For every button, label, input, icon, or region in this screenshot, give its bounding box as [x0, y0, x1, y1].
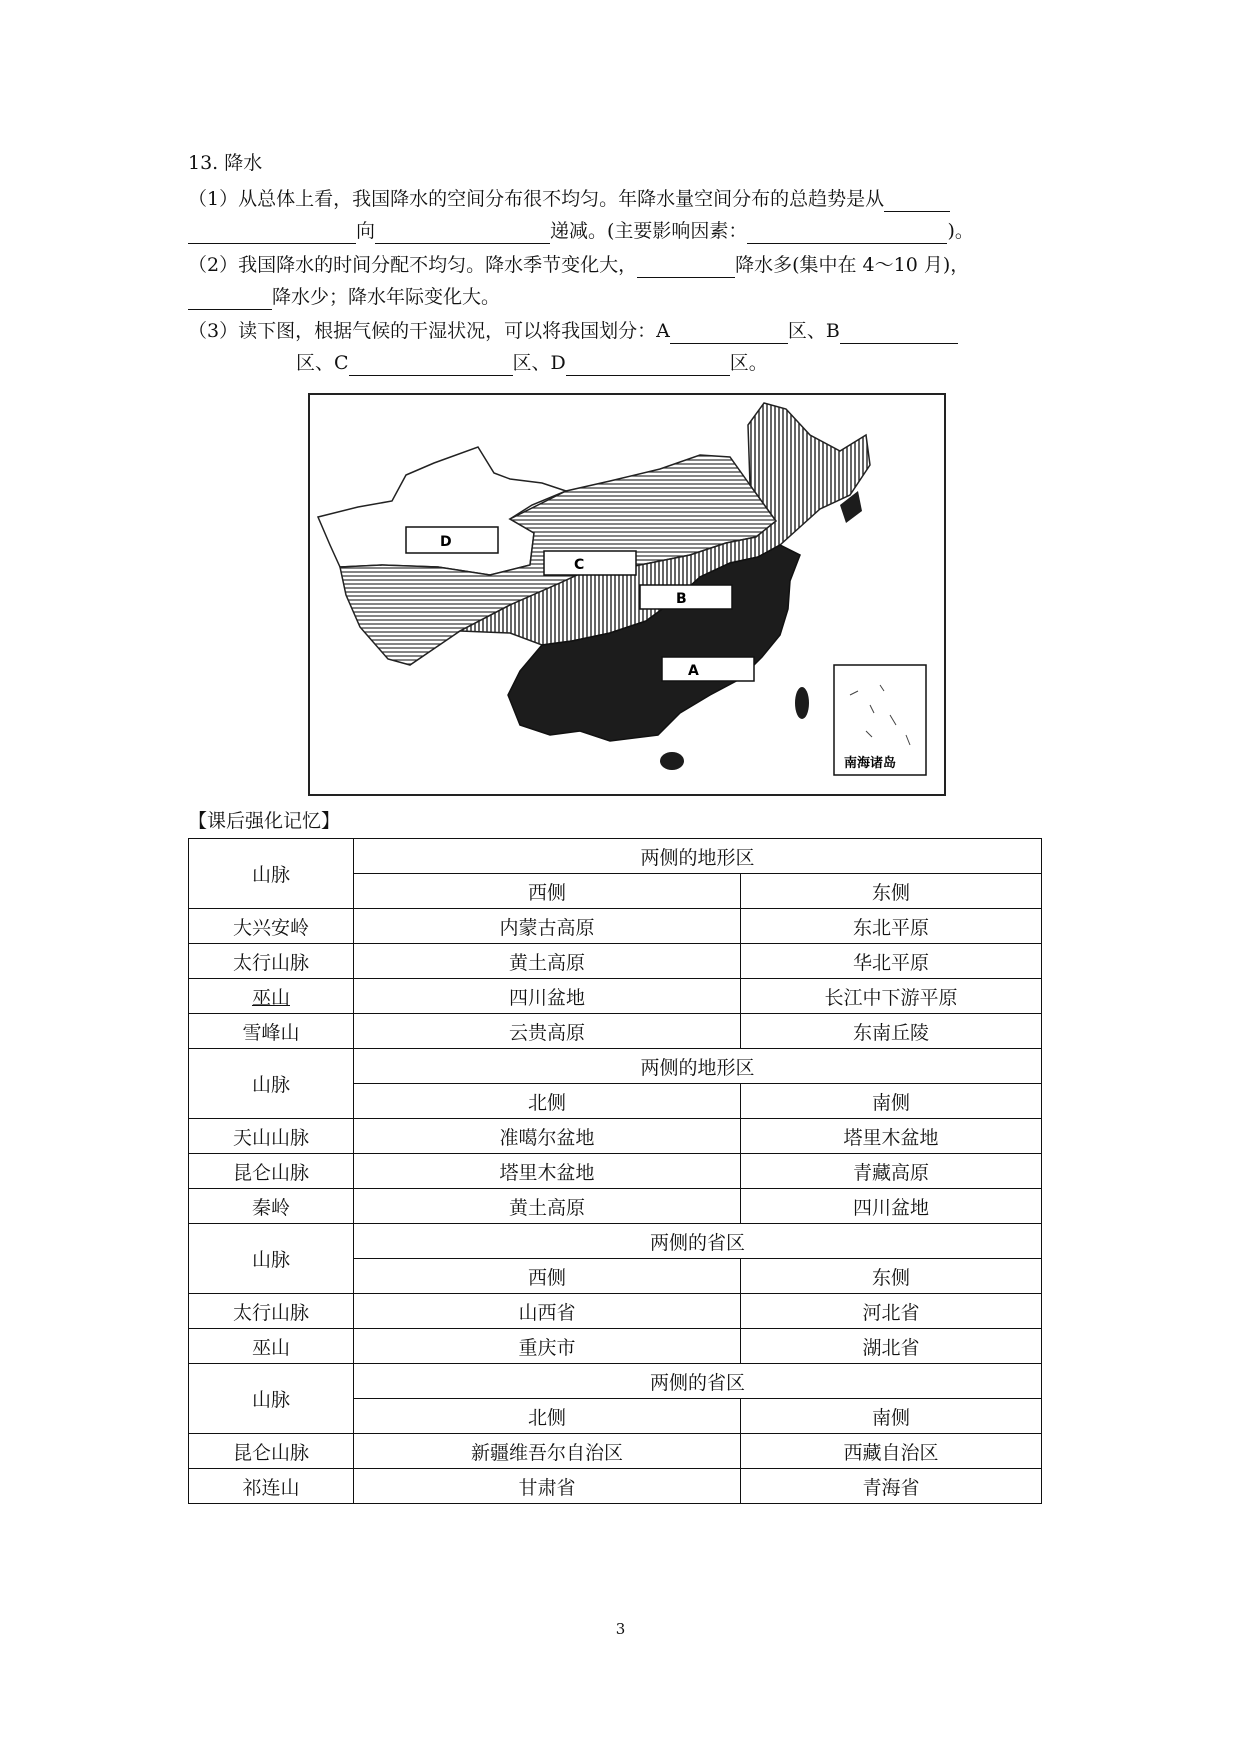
- answer-blank-10[interactable]: [566, 355, 730, 376]
- table-row: [189, 944, 1042, 979]
- table-row: [189, 1189, 1042, 1224]
- part1-text-d: )。: [947, 220, 974, 242]
- side-header-right: 东侧: [741, 1259, 1042, 1294]
- table-row: [189, 1469, 1042, 1504]
- cell-text: 昆仑山脉: [232, 1161, 309, 1184]
- part2-text-c: 降水少；降水年际变化大。: [272, 286, 501, 308]
- table-group-header-row: [189, 1364, 1042, 1399]
- question-title: 13. 降水: [188, 152, 263, 174]
- left-region-cell: [354, 944, 741, 979]
- left-region-cell: [354, 1119, 741, 1154]
- cell-text: 山西省: [518, 1301, 576, 1324]
- cell-text: 云贵高原: [508, 1021, 585, 1044]
- cell-text: 黄土高原: [508, 951, 585, 974]
- cell-text: 昆仑山脉: [232, 1441, 309, 1464]
- mountain-cell: [189, 1014, 354, 1049]
- label-box-c: [544, 551, 636, 575]
- cell-text: 甘肃省: [518, 1476, 576, 1499]
- cell-text: 秦岭: [251, 1196, 290, 1219]
- question-part-3: [188, 318, 958, 344]
- side-header-left: 西侧: [354, 1259, 741, 1294]
- mountain-cell: [189, 1154, 354, 1189]
- cell-text: 巫山: [251, 1336, 290, 1359]
- cell-text: 青藏高原: [852, 1161, 929, 1184]
- mountain-cell: [189, 979, 354, 1014]
- table-row: [189, 1329, 1042, 1364]
- mountain-cell: [189, 944, 354, 979]
- side-header-right: 东侧: [741, 874, 1042, 909]
- question-part-2: [188, 252, 969, 278]
- cell-text: 四川盆地: [852, 1196, 929, 1219]
- page-number: 3: [615, 1620, 626, 1638]
- group-header-cell: 两侧的地形区: [354, 1049, 1042, 1084]
- mountain-cell: [189, 1294, 354, 1329]
- answer-blank-1[interactable]: [884, 191, 950, 212]
- table-row: [189, 1119, 1042, 1154]
- cell-text: 重庆市: [518, 1336, 576, 1359]
- mountain-header-cell: 山脉: [189, 1224, 354, 1294]
- mountain-cell: [189, 1189, 354, 1224]
- table-row: [189, 1014, 1042, 1049]
- label-c: C: [574, 557, 585, 573]
- right-region-cell: [741, 1119, 1042, 1154]
- label-a: A: [688, 663, 699, 679]
- cell-text: 内蒙古高原: [499, 916, 595, 939]
- left-region-cell: [354, 1434, 741, 1469]
- side-header-left: 北侧: [354, 1399, 741, 1434]
- left-region-cell: [354, 1469, 741, 1504]
- part1-text-c: 递减。(主要影响因素：: [550, 220, 748, 242]
- part3-text-d: 区、D: [512, 352, 566, 374]
- side-header-left: 北侧: [354, 1084, 741, 1119]
- answer-blank-9[interactable]: [349, 355, 513, 376]
- right-region-cell: [741, 1329, 1042, 1364]
- cell-text: 塔里木盆地: [843, 1126, 939, 1149]
- label-b: B: [676, 591, 687, 607]
- cell-text: 长江中下游平原: [824, 986, 958, 1009]
- answer-blank-3[interactable]: [375, 223, 550, 244]
- part3-text-b: 区、B: [787, 320, 840, 342]
- right-region-cell: [741, 944, 1042, 979]
- side-header-right: 南侧: [741, 1084, 1042, 1119]
- cell-text: 西藏自治区: [843, 1441, 939, 1464]
- table-row: [189, 1154, 1042, 1189]
- group-header-cell: 两侧的省区: [354, 1224, 1042, 1259]
- side-header-right: 南侧: [741, 1399, 1042, 1434]
- cell-text: 东北平原: [852, 916, 929, 939]
- right-region-cell: [741, 979, 1042, 1014]
- group-header-cell: 两侧的地形区: [354, 839, 1042, 874]
- table-group-header-row: [189, 839, 1042, 874]
- part3-text-c: 区、C: [296, 352, 349, 374]
- right-region-cell: [741, 1189, 1042, 1224]
- china-climate-map: [308, 393, 946, 796]
- mountain-cell: [189, 1119, 354, 1154]
- cell-text: 天山山脉: [232, 1126, 309, 1149]
- table-group-header-row: [189, 1049, 1042, 1084]
- question-part-3-cont: [296, 350, 768, 376]
- cell-text: 雪峰山: [242, 1021, 300, 1044]
- question-part-2-cont: [188, 284, 500, 310]
- cell-text: 黄土高原: [508, 1196, 585, 1219]
- map-graphic: [310, 395, 944, 794]
- label-d: D: [440, 534, 452, 550]
- left-region-cell: [354, 979, 741, 1014]
- cell-text: 塔里木盆地: [499, 1161, 595, 1184]
- cell-text: 四川盆地: [508, 986, 585, 1009]
- right-region-cell: [741, 1014, 1042, 1049]
- table-row: [189, 1294, 1042, 1329]
- left-region-cell: [354, 1329, 741, 1364]
- right-region-cell: [741, 1154, 1042, 1189]
- mountain-cell: [189, 909, 354, 944]
- right-region-cell: [741, 1434, 1042, 1469]
- taiwan-island: [795, 687, 809, 719]
- answer-blank-7[interactable]: [670, 323, 788, 344]
- part1-text-a: （1）从总体上看，我国降水的空间分布很不均匀。年降水量空间分布的总趋势是从: [188, 188, 885, 210]
- answer-blank-6[interactable]: [188, 289, 272, 310]
- cell-text: 湖北省: [862, 1336, 920, 1359]
- cell-text: 太行山脉: [232, 1301, 309, 1324]
- right-region-cell: [741, 909, 1042, 944]
- cell-text: 准噶尔盆地: [499, 1126, 595, 1149]
- question-part-1: [188, 186, 950, 212]
- mountain-header-cell: 山脉: [189, 1049, 354, 1119]
- mountain-cell: [189, 1469, 354, 1504]
- cell-text: 祁连山: [242, 1476, 300, 1499]
- cell-text: 华北平原: [852, 951, 929, 974]
- cell-text: 河北省: [862, 1301, 920, 1324]
- table-group-header-row: [189, 1224, 1042, 1259]
- left-region-cell: [354, 909, 741, 944]
- hainan-island: [660, 752, 684, 770]
- part2-text-a: （2）我国降水的时间分配不均匀。降水季节变化大，: [188, 254, 638, 276]
- answer-blank-8[interactable]: [840, 323, 958, 344]
- part2-text-b: 降水多(集中在 4～10 月)，: [735, 254, 970, 276]
- cell-text: 新疆维吾尔自治区: [470, 1441, 623, 1464]
- inset-label: 南海诸岛: [844, 756, 897, 771]
- answer-blank-5[interactable]: [637, 257, 735, 278]
- left-region-cell: [354, 1014, 741, 1049]
- side-header-left: 西侧: [354, 874, 741, 909]
- mountain-cell: [189, 1434, 354, 1469]
- cell-text: 东南丘陵: [852, 1021, 929, 1044]
- answer-blank-4[interactable]: [747, 223, 947, 244]
- right-region-cell: [741, 1469, 1042, 1504]
- question-part-1-cont: [188, 218, 974, 244]
- left-region-cell: [354, 1189, 741, 1224]
- left-region-cell: [354, 1154, 741, 1189]
- group-header-cell: 两侧的省区: [354, 1364, 1042, 1399]
- cell-text: 太行山脉: [232, 951, 309, 974]
- mountain-header-cell: 山脉: [189, 1364, 354, 1434]
- memory-table: [188, 838, 1042, 1504]
- cell-text: 大兴安岭: [232, 916, 309, 939]
- right-region-cell: [741, 1294, 1042, 1329]
- left-region-cell: [354, 1294, 741, 1329]
- label-box-a: [662, 657, 754, 681]
- label-box-d: [406, 527, 498, 553]
- answer-blank-2[interactable]: [188, 223, 356, 244]
- table-row: [189, 979, 1042, 1014]
- table-row: [189, 1434, 1042, 1469]
- cell-text: 青海省: [862, 1476, 920, 1499]
- part3-text-a: （3）读下图，根据气候的干湿状况，可以将我国划分：A: [188, 320, 670, 342]
- mountain-cell: [189, 1329, 354, 1364]
- part1-text-b: 向: [356, 220, 376, 242]
- table-row: [189, 909, 1042, 944]
- part3-text-e: 区。: [729, 352, 768, 374]
- cell-text: 巫山: [251, 986, 290, 1009]
- mountain-header-cell: 山脉: [189, 839, 354, 909]
- memory-section-title: 【课后强化记忆】: [188, 810, 341, 832]
